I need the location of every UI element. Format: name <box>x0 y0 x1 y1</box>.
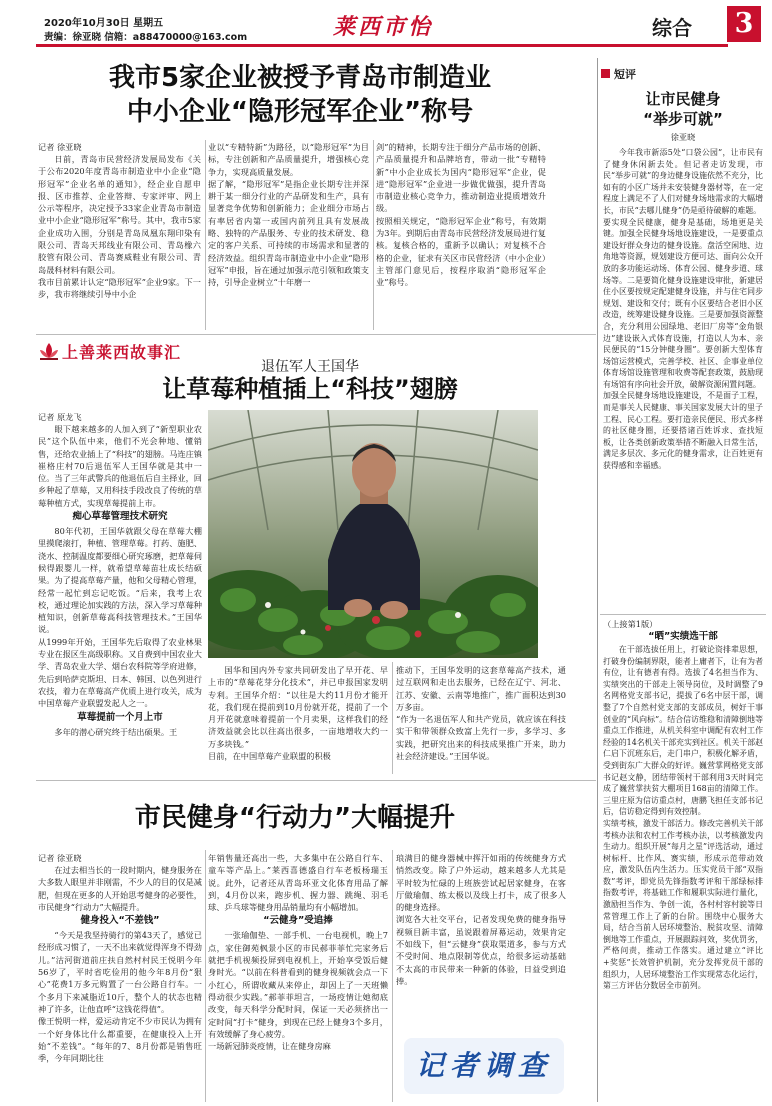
article2-col-mid-text: 国华和国内外专家共同研发出了早开花、早上市的“草莓花芽分化技术”，并已申报国家发明专利。王国华介绍：“以往是大约11月份才能开花，我们现在提前到10月份就开花，提前了一个月开花就意味着提前一个月卖果，这样我们的经济效益就会比以往高出很多，一亩地增收大约一万多块钱。” 目前，在中国草莓产业联盟的积极 <box>208 665 388 762</box>
lotus-icon <box>38 341 60 361</box>
article1-title-line1: 我市5家企业被授予青岛市制造业 <box>108 63 492 93</box>
story-banner-label: 上善莱西故事汇 <box>62 343 182 362</box>
article2-kicker: 退伍军人王国华 <box>261 359 359 375</box>
col-divider <box>392 850 393 1102</box>
article1-title-line2: 中小企业“隐形冠军企业”称号 <box>126 97 474 127</box>
article2-col-left <box>38 423 202 737</box>
commentary-header <box>601 66 721 82</box>
continued-body: 在干部选拔任用上，打破论资排辈思想，打破身份编制界限，能者上庸者下，让有为者有位，让有德者有得。选拔了4名担当作为、实绩突出的干部走上领导岗位，及时调整了9名网格党支部书记，提拔了6名中层干部，调整了7个自然村党支部的支部成员，树好干事创业的“风向标”。结合信访维稳和清障倒地等重点工作推进，从机关科室中调配有农村工作经验的14名机关干部充实到社区。机关干部赵仁启下沉班东后，走门串户，积极化解矛盾，受到街东广大群众的好评。巍营掌网格党支部书记赵文静，团结带领村干部利用3天时间完成了巍营掌扶贫大棚项目168亩的清障工作。三里庄原为信访重点村，唐鹏飞担任支部书记后，信访稳定得到有效控制。 实绩考核，激发干部活力。修改完善机关干部考核办法和农村工作考核办法，以考核激发内生动力。组织开展“每月之星”评选活动，通过树标杆、比作风、赛实绩，形成示范带动效应，激发队伍内生活力。压实党员干部“双指数”考评，即党员先锋指数考评和干部绿标排指数考评，将基础工作和履职实际进行量化，激励担当作为、争创一流，各村村容村貌等日常管理工作上了新的台阶。围绕中心服务大局，结合当前人居环境整治、脱贫攻坚、清障倒地等工作重点，开展跟踪问效，奖优罚劣，严格问责，推动工作落实。通过建立“评比+奖惩”长效管护机制，充分发挥党员干部的组织力，人居环境整治工作实现常态化运行，第三方评估分数居全市前列。 <box>603 645 763 991</box>
article2-col-left-1: 眼下越来越多的人加入到了“新型职业农民”这个队伍中来，他们不光会种地、懂销售，还给农业插上了“科技”的翅膀。马连庄镇崔格庄村70后退伍军人王国华就是其中一位。当了三年武警兵的他退伍后自主择业，回乡种起了草莓，又用科技手段改良了传统的草莓种植方式，实现草莓提前上市。 <box>38 424 202 508</box>
article3-sub1: 健身投入“不差钱” <box>80 915 160 927</box>
reporter-investigation-stamp <box>404 1038 564 1094</box>
article3-col1b-text: “今天是我坚持骑行的第43天了，感觉已经形成习惯了，一天不出来就觉得浑身不得劲儿。”沽河街道前庄扶自然村村民王悦明今年56岁了，平时省吃俭用的他今年8月份“狠心”花费1万多元购置了一台公路自行车。一个多月下来减脂近10斤，整个人的状态也精神了许多，让他直呼“这钱花得值”。 像王悦明一样，爱运动肯定不少市民认为拥有一个好身体比什么都重要，在健康投入上开始“不差钱”。“每年的7、8月份都是销售旺季，今年同期比往 <box>38 930 202 1064</box>
editor-info: 责编：徐亚晓 信箱：a88470000@163.com <box>44 32 248 43</box>
article3-col2-text: 年销售量还高出一些，大多集中在公路自行车、童车等产品上。”莱西喜德盛自行车老板杨瑞玉说。此外，记者还从青岛环亚文化体育用品了解到，4月份以来，跑步机、握力器、跳绳、羽毛球、乒乓球等健身用品销量均有小幅增加。 <box>208 853 388 913</box>
col-divider <box>373 140 374 330</box>
square-icon <box>601 69 610 78</box>
section-name: 综合 <box>652 16 692 40</box>
article3-col2 <box>208 852 388 1102</box>
article3-col3-text: 琅满目的健身器械中挥汗如雨的传统健身方式悄然改变。除了户外运动，越来越多人尤其是平时较为忙碌的上班族尝试起居家健身，在客厅做瑜伽、练太极以及线上打卡，成了很多人的健身选择。 浏览各大社交平台，记者发现免费的健身指导视频目新丰富，虽说跟着屏幕运动，效果肯定不如线下，但“云健身”获取渠道多，参与方式不受时间、地点限制等优点，给很多运动基础不太高的市民带来一种新的体验，日益受到追捧。 <box>396 853 566 986</box>
col-divider <box>205 140 206 330</box>
article3-col1 <box>38 864 202 1102</box>
continued-text <box>603 644 763 1102</box>
article1-col2 <box>208 141 369 330</box>
article2-title: 让草莓种植插上“科技”翅膀 <box>162 375 458 403</box>
article3-sub2: “云健身”受追捧 <box>263 915 333 927</box>
issue-date: 2020年10月30日 星期五 <box>44 18 164 29</box>
continued-heading: “晒”实绩选干部 <box>648 631 718 642</box>
continued-note: （上接第1版） <box>603 619 658 629</box>
page-number-text: 3 <box>734 8 754 39</box>
commentary-title-line2: “举步可就” <box>643 110 723 128</box>
article3-col3 <box>396 852 566 1034</box>
commentary-body: 今年我市新添5处“口袋公园”，让市民有了健身休闲新去处。但记者走访发现，市民“举步可就”的身边健身设施依然不充分，比如有的小区广场并未安装健身器材等，在一定程度上满足不了人们对健身场地需求的大幅增长，市民“去哪儿健身”仍是亟待破解的难题。 要实现全民健康，健身是基础，场地更是关键。加强全民健身场地设施建设，一是要重点建设好群众身边的健身设施。盘活空闲地、边角地等资源，规划建设方便可达、面向公众开放的多功能运动场、体育公园、健身步道、球场等。二是要简化健身设施建设审批，新建居住小区要按规定配建健身设施，并与住宅同步规划、建设和交付；既有小区要结合老旧小区改造，统筹建设健身设施。三是要加强资源整合，充分利用公园绿地、老旧厂房等“金角银边”建设嵌入式体育设施，打造以人为本、亲民便民的“15分钟健身圈”。要创新大型体育场馆运营模式，完善学校、社区、企事业单位体育场馆设施管理和收费等配套政策，鼓励现有场馆有序向社会开放，破解资源闲置问题。 加强全民健身场地设施建设，不是面子工程，而是事关人民健康、事关国家发展大计的里子工程、民心工程。要打造亲民便民、形式多样的社区健身圈，还要搭诸百姓诉求、查找短板，让各类创新政策举措不断融入日常生活，满足多层次、多元化的健身需求，让百姓更有获得感和幸福感。 <box>603 148 763 471</box>
commentary-title-line1: 让市民健身 <box>645 90 721 108</box>
paper-name: 莱西市怡 <box>333 14 434 40</box>
col-divider <box>392 662 393 774</box>
article2-col-right <box>396 664 566 774</box>
stamp-text: 记者调查 <box>415 1049 552 1082</box>
article3-col2b-text: 一张瑜伽垫、一部手机、一台电视机，晚上7点，家住御苑枫景小区的市民郝菲菲忙完家务后就把手机视频投屏到电视机上，开始享受饭后健身时光。“以前在科普看到的健身视频就会点一下小红心，所谓收藏从来停止，却因上了一天班懒得动很少实践。”郝菲菲坦言，一场疫情让她彻底改变，每天科学分配时间，保证一天必须挤出一定时间“打卡”健身，到现在已经上健身3个多月，有效缓解了身心疲劳。 一场新冠肺炎疫情，让在健身房麻 <box>208 930 388 1052</box>
commentary-text <box>603 147 763 612</box>
article2-byline: 记者 原龙飞 <box>38 412 82 422</box>
article1-col1 <box>38 153 201 330</box>
masthead-rule <box>36 44 728 47</box>
section-divider <box>36 780 596 781</box>
article2-col-mid <box>208 664 388 774</box>
article2-col-left-2: 80年代初，王国华就跟父母在草莓大棚里摸爬滚打，种植、管理草莓。打药、施肥、浇水、控制温度都要细心研究琢磨，把草莓伺候得跟婴儿一样，就希望草莓苗壮成长结硕果。为了提高草莓产量，他和父母精心管理，经常一起忙到忘记吃饭。“后来，我考上农校，通过理论加实践的方法，深入学习草莓种植知识，创新草莓高科技管理技术。”王国华说。 从1999年开始，王国华先后取得了农业林果专业在报区生高级职称。又自费到中国农业大学、青岛农业大学、烟台农科院等学府进修，先后到哈萨克斯坦、日本、韩国、以色列进行农技，着力在草莓高产优质上进行攻关，成为中国草莓产业联盟发起人之一。 <box>38 526 202 709</box>
article1-col1-text: 日前，青岛市民营经济发展局发布《关于公布2020年度青岛市制造业中小企业“隐形冠军”企业名单的通知》，经企业自愿申报、区市推荐、企业答辩、专家评审、网上公示等程序，决定授予33家企业青岛市制造业中小企业“隐形冠军”称号。其中，我市5家企业成功入围，分别是青岛凤凰东翔印染有限公司、青岛天邦线业有限公司、青岛橡六胶管有限公司、青岛赛威鞋业有限公司、青岛晟科材料有限公司。 我市目前累计认定“隐形冠军”企业9家。下一步，我市将继续引导中小企 <box>38 154 201 300</box>
article1-col2-text: 业以“专精特新”为路径，以“隐形冠军”为目标，专注创新和产品质量提升，增强核心竞争力，实现高质量发展。 据了解，“隐形冠军”是指企业长期专注并深耕于某一细分行业的产品研发和生产，具有显著竞争优势和创新能力；企业细分市场占有率居省内第一或国内前列且具有发展战略、独特的产品服务、专业的技术研发、稳定的客户关系、可持续的市场需求和显著的经济效益。组织青岛市制造业中小企业“隐形冠军”申报，旨在通过加强示范引领和政策支持，引导企业树立“十年磨一 <box>208 142 369 288</box>
article3-title: 市民健身“行动力”大幅提升 <box>134 803 456 833</box>
article3-byline: 记者 徐亚晓 <box>38 853 82 863</box>
commentary-byline: 徐亚晓 <box>670 132 696 142</box>
section-divider <box>36 334 596 335</box>
article2-sub1: 痴心草莓管理技术研究 <box>72 511 168 523</box>
commentary-header-label: 短评 <box>614 68 636 81</box>
masthead <box>0 0 772 48</box>
article1-col3-text: 剑”的精神，长期专注于细分产品市场的创新、产品质量提升和品牌培育，带动一批“专精特新”中小企业成长为国内“隐形冠军”企业，促进“隐形冠军”企业进一步做优做强，提升青岛市制造业核心竞争力，推动制造业提质增效升级。 按照相关规定，“隐形冠军企业”称号，有效期为3年。到期后由青岛市民营经济发展局进行复核。复核合格的，重新予以确认；对复核不合格的企业，征求有关区市民营经济（中小企业）主管部门意见后，按程序取消“隐形冠军企业”称号。 <box>376 142 546 288</box>
article2-col-right-text: 推动下，王国华发明的这套草莓高产技术，通过互联网和走出去服务，已经在辽宁、河北、江苏、安徽、云南等地推广，推广面积达到30万多亩。 “作为一名退伍军人和共产党员，就应该在科技实干和带领群众致富上先行一步，多学习、多实践，把研究出来的科技成果推广开来，助力社会经济建设。”王国华说。 <box>396 665 566 762</box>
page-number <box>727 6 761 42</box>
article3-col1-text: 在过去相当长的一段时期内，健身服务在大多数人眼里并非刚需，不少人的目的仅是减肥，但现在更多的人开始思考健身的必要性，市民健身“行动力”大幅提升。 <box>38 865 202 912</box>
article1-col3 <box>376 141 546 330</box>
article2-sub2: 草莓提前一个月上市 <box>77 711 163 723</box>
col-divider <box>205 850 206 1102</box>
article2-col-left-3: 多年的潜心研究终于结出硕果。王 <box>54 726 178 737</box>
side-section-divider <box>600 614 766 615</box>
side-divider <box>597 58 598 1102</box>
farmer-photo <box>208 410 538 658</box>
article1-byline: 记者 徐亚晓 <box>38 142 82 152</box>
